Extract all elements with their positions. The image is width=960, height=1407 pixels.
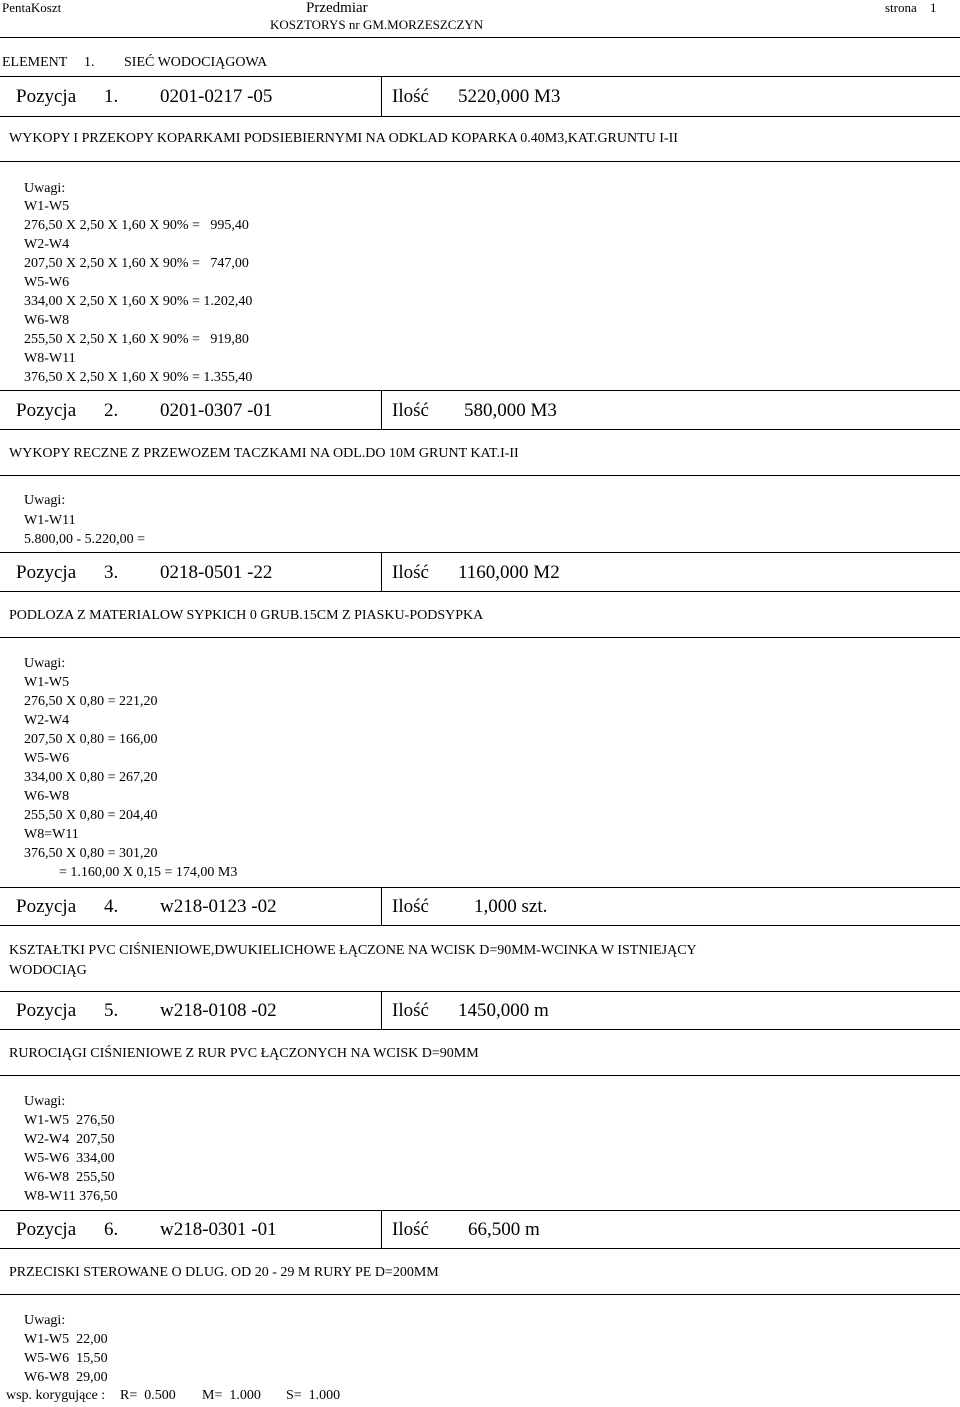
description-line: KSZTAŁTKI PVC CIŚNIENIOWE,DWUKIELICHOWE ŁĄCZONE NA WCISK D=90MM-WCINKA W ISTNIEJĄCY [9,943,697,958]
notes-line: 276,50 X 0,80 = 221,20 [24,694,158,709]
notes-line: 334,00 X 2,50 X 1,60 X 90% = 1.202,40 [24,294,253,309]
element-number: 1. [84,55,95,70]
notes-line: 276,50 X 2,50 X 1,60 X 90% = 995,40 [24,218,249,233]
notes-line: W6-W8 29,00 [24,1370,108,1385]
position-label: Pozycja [16,86,77,107]
notes-line: 376,50 X 0,80 = 301,20 [24,846,158,861]
position-divider [0,429,960,430]
notes-line: 255,50 X 0,80 = 204,40 [24,808,158,823]
notes-line: W6-W8 [24,789,70,804]
position-number: 2. [104,400,119,421]
column-divider [381,390,382,430]
description-divider [0,161,960,162]
column-divider [381,77,382,117]
position-divider [0,1029,960,1030]
column-divider [381,887,382,926]
notes-block [24,197,252,387]
notes-line: W5-W6 [24,275,70,290]
notes-line: W2-W4 [24,237,70,252]
quantity-label: Ilość [392,400,429,421]
header-divider [0,37,960,38]
notes-label: Uwagi: [24,1094,66,1109]
quantity-value: 1160,000 M2 [458,562,560,583]
position-divider [0,887,960,888]
position-divider [0,1210,960,1211]
quantity-value: 580,000 M3 [464,400,557,421]
quantity-label: Ilość [392,562,429,583]
quantity-label: Ilość [392,86,429,107]
position-divider [0,925,960,926]
quantity-value: 1450,000 m [458,1000,549,1021]
notes-line: 376,50 X 2,50 X 1,60 X 90% = 1.355,40 [24,370,253,385]
position-code: w218-0301 -01 [160,1219,277,1240]
description-divider [0,1294,960,1295]
notes-line: 5.800,00 - 5.220,00 = [24,532,146,547]
notes-line: W1-W5 276,50 [24,1113,115,1128]
doc-subtitle: KOSZTORYS nr GM.MORZESZCZYN [270,17,484,32]
notes-block [24,673,237,882]
notes-line: W1-W5 [24,199,70,214]
position-code: 0201-0307 -01 [160,400,273,421]
position-divider [0,991,960,992]
notes-block [24,1330,108,1387]
position-code: 0218-0501 -22 [160,562,273,583]
notes-line: 207,50 X 2,50 X 1,60 X 90% = 747,00 [24,256,249,271]
notes-line: W1-W5 22,00 [24,1332,108,1347]
description-divider [0,475,960,476]
notes-line: W8-W11 376,50 [24,1189,118,1204]
notes-line: = 1.160,00 X 0,15 = 174,00 M3 [24,865,238,880]
position-divider [0,552,960,553]
position-label: Pozycja [16,400,77,421]
position-number: 6. [104,1219,119,1240]
position-divider [0,591,960,592]
quantity-value: 1,000 szt. [474,896,548,917]
element-name: SIEĆ WODOCIĄGOWA [124,55,268,70]
position-number: 5. [104,1000,119,1021]
position-code: 0201-0217 -05 [160,86,273,107]
notes-line: W8=W11 [24,827,79,842]
notes-line: W5-W6 334,00 [24,1151,115,1166]
correction-factor-r: R= 0.500 [120,1388,176,1403]
notes-line: W6-W8 [24,313,70,328]
position-description: RUROCIĄGI CIŚNIENIOWE Z RUR PVC ŁĄCZONYCH NA WCISK D=90MM [9,1046,479,1061]
column-divider [381,552,382,592]
position-description: WYKOPY I PRZEKOPY KOPARKAMI PODSIEBIERNYMI NA ODKLAD KOPARKA 0.40M3,KAT.GRUNTU I-II [9,131,678,146]
notes-line: 334,00 X 0,80 = 267,20 [24,770,158,785]
position-number: 4. [104,896,119,917]
position-description: PODLOZA Z MATERIALOW SYPKICH 0 GRUB.15CM Z PIASKU-PODSYPKA [9,608,484,623]
position-divider [0,390,960,391]
notes-label: Uwagi: [24,1313,66,1328]
notes-line: W2-W4 207,50 [24,1132,115,1147]
notes-line: W1-W11 [24,513,76,528]
quantity-label: Ilość [392,1000,429,1021]
position-divider [0,116,960,117]
position-description: PRZECISKI STEROWANE O DLUG. OD 20 - 29 M RURY PE D=200MM [9,1265,439,1280]
notes-line: W2-W4 [24,713,70,728]
correction-factors-label: wsp. korygujące : [6,1388,106,1403]
notes-line: 255,50 X 2,50 X 1,60 X 90% = 919,80 [24,332,249,347]
position-label: Pozycja [16,896,77,917]
position-number: 3. [104,562,119,583]
quantity-value: 66,500 m [468,1219,540,1240]
position-description: WYKOPY RECZNE Z PRZEWOZEM TACZKAMI NA ODL.DO 10M GRUNT KAT.I-II [9,446,519,461]
notes-line: W8-W11 [24,351,76,366]
correction-factor-m: M= 1.000 [202,1388,261,1403]
element-divider [0,76,960,77]
notes-line: W5-W6 [24,751,70,766]
notes-line: W6-W8 255,50 [24,1170,115,1185]
notes-label: Uwagi: [24,181,66,196]
notes-line: 207,50 X 0,80 = 166,00 [24,732,158,747]
quantity-label: Ilość [392,896,429,917]
correction-factor-s: S= 1.000 [286,1388,341,1403]
doc-title: Przedmiar [306,0,368,16]
quantity-value: 5220,000 M3 [458,86,561,107]
column-divider [381,991,382,1030]
page-label: strona [885,0,917,15]
notes-block [24,511,145,549]
position-number: 1. [104,86,119,107]
notes-line: W5-W6 15,50 [24,1351,108,1366]
page-number: 1 [930,0,937,15]
description-line: WODOCIĄG [9,963,87,978]
position-divider [0,1248,960,1249]
position-code: w218-0108 -02 [160,1000,277,1021]
quantity-label: Ilość [392,1219,429,1240]
position-description [9,941,697,981]
position-label: Pozycja [16,562,77,583]
element-label: ELEMENT [2,55,68,70]
notes-label: Uwagi: [24,493,66,508]
notes-block [24,1111,118,1206]
notes-line: W1-W5 [24,675,70,690]
notes-label: Uwagi: [24,656,66,671]
position-code: w218-0123 -02 [160,896,277,917]
app-name: PentaKoszt [2,0,62,15]
description-divider [0,1075,960,1076]
description-divider [0,637,960,638]
column-divider [381,1210,382,1249]
position-label: Pozycja [16,1219,77,1240]
position-label: Pozycja [16,1000,77,1021]
